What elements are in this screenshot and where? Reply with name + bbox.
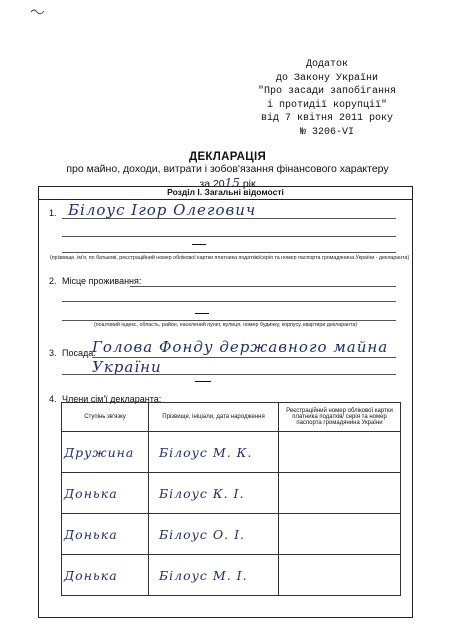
year-handwritten: 15 [224, 176, 240, 190]
item-number: 4. [49, 394, 57, 404]
year-prefix: за 20 [199, 178, 225, 190]
fill-line [62, 320, 396, 321]
id-cell[interactable] [279, 432, 401, 473]
column-header: Реєстраційний номер облікової картки платника податків/ серія та номер паспорта громадянина України [279, 403, 401, 432]
relation-cell[interactable]: Дружина [62, 432, 149, 473]
fill-line [62, 301, 396, 302]
table-row [62, 514, 401, 555]
relation-cell[interactable]: Донька [62, 555, 149, 596]
declaration-subtitle: про майно, доходи, витрати і зобов'язання фінансового характеру [66, 163, 389, 175]
id-cell[interactable] [279, 473, 401, 514]
appendix-line: і протидії корупції" [266, 99, 388, 111]
item-number: 2. [49, 276, 57, 286]
position-field[interactable]: Голова Фонду державного майна [92, 338, 389, 356]
fill-line [62, 374, 396, 375]
appendix-line: до Закону України [275, 72, 379, 84]
column-header: Прізвище, ініціали, дата народження [149, 403, 279, 432]
appendix-line: від 7 квітня 2011 року [260, 113, 394, 124]
appendix-line: "Про засади запобігання [257, 86, 397, 97]
name-cell[interactable]: Білоус К. І. [149, 473, 279, 514]
name-cell[interactable]: Білоус М. І. [149, 555, 279, 596]
residence-label: Місце проживання: [62, 276, 142, 286]
table-row [62, 432, 401, 473]
declaration-title: ДЕКЛАРАЦІЯ [188, 151, 267, 163]
item-number: 3. [49, 348, 57, 358]
fill-line [62, 236, 396, 237]
fill-line [62, 252, 396, 253]
residence-field[interactable] [130, 286, 396, 287]
appendix-note [232, 58, 422, 139]
relation-cell[interactable]: Донька [62, 473, 149, 514]
table-row [62, 473, 401, 514]
family-members-table [61, 402, 401, 596]
dash-mark [195, 381, 211, 382]
appendix-line: Додаток [305, 59, 348, 70]
item-number: 1. [49, 208, 57, 218]
relation-cell[interactable]: Донька [62, 514, 149, 555]
dash-mark [192, 244, 206, 245]
item1-caption: (прізвище, ім'я, по батькові, реєстраційний номер облікової картки платника податків/серія та номер паспорта громадянина України - декларанта) [50, 255, 410, 261]
table-header-row [62, 403, 401, 432]
name-cell[interactable]: Білоус О. І. [149, 514, 279, 555]
id-cell[interactable] [279, 555, 401, 596]
table-row [62, 555, 401, 596]
column-header: Ступінь зв'язку [62, 403, 149, 432]
name-cell[interactable]: Білоус М. К. [149, 432, 279, 473]
fill-line [62, 218, 396, 219]
item2-caption: (поштовий індекс, область, район, населений пункт, вулиця, номер будинку, корпусу, квартири декларанта) [94, 322, 358, 328]
dash-mark [195, 313, 209, 314]
position-label: Посада: [62, 348, 96, 358]
appendix-line: № 3206-VI [299, 126, 354, 138]
corner-mark [30, 7, 46, 15]
id-cell[interactable] [279, 514, 401, 555]
declarant-name-field[interactable]: Білоус Ігор Олегович [68, 201, 257, 219]
position-field-continued[interactable]: України [92, 358, 162, 376]
section-header: Розділ І. Загальні відомості [38, 186, 413, 200]
year-suffix: рік [242, 178, 256, 190]
family-label: Члени сім'ї декларанта: [62, 394, 162, 404]
